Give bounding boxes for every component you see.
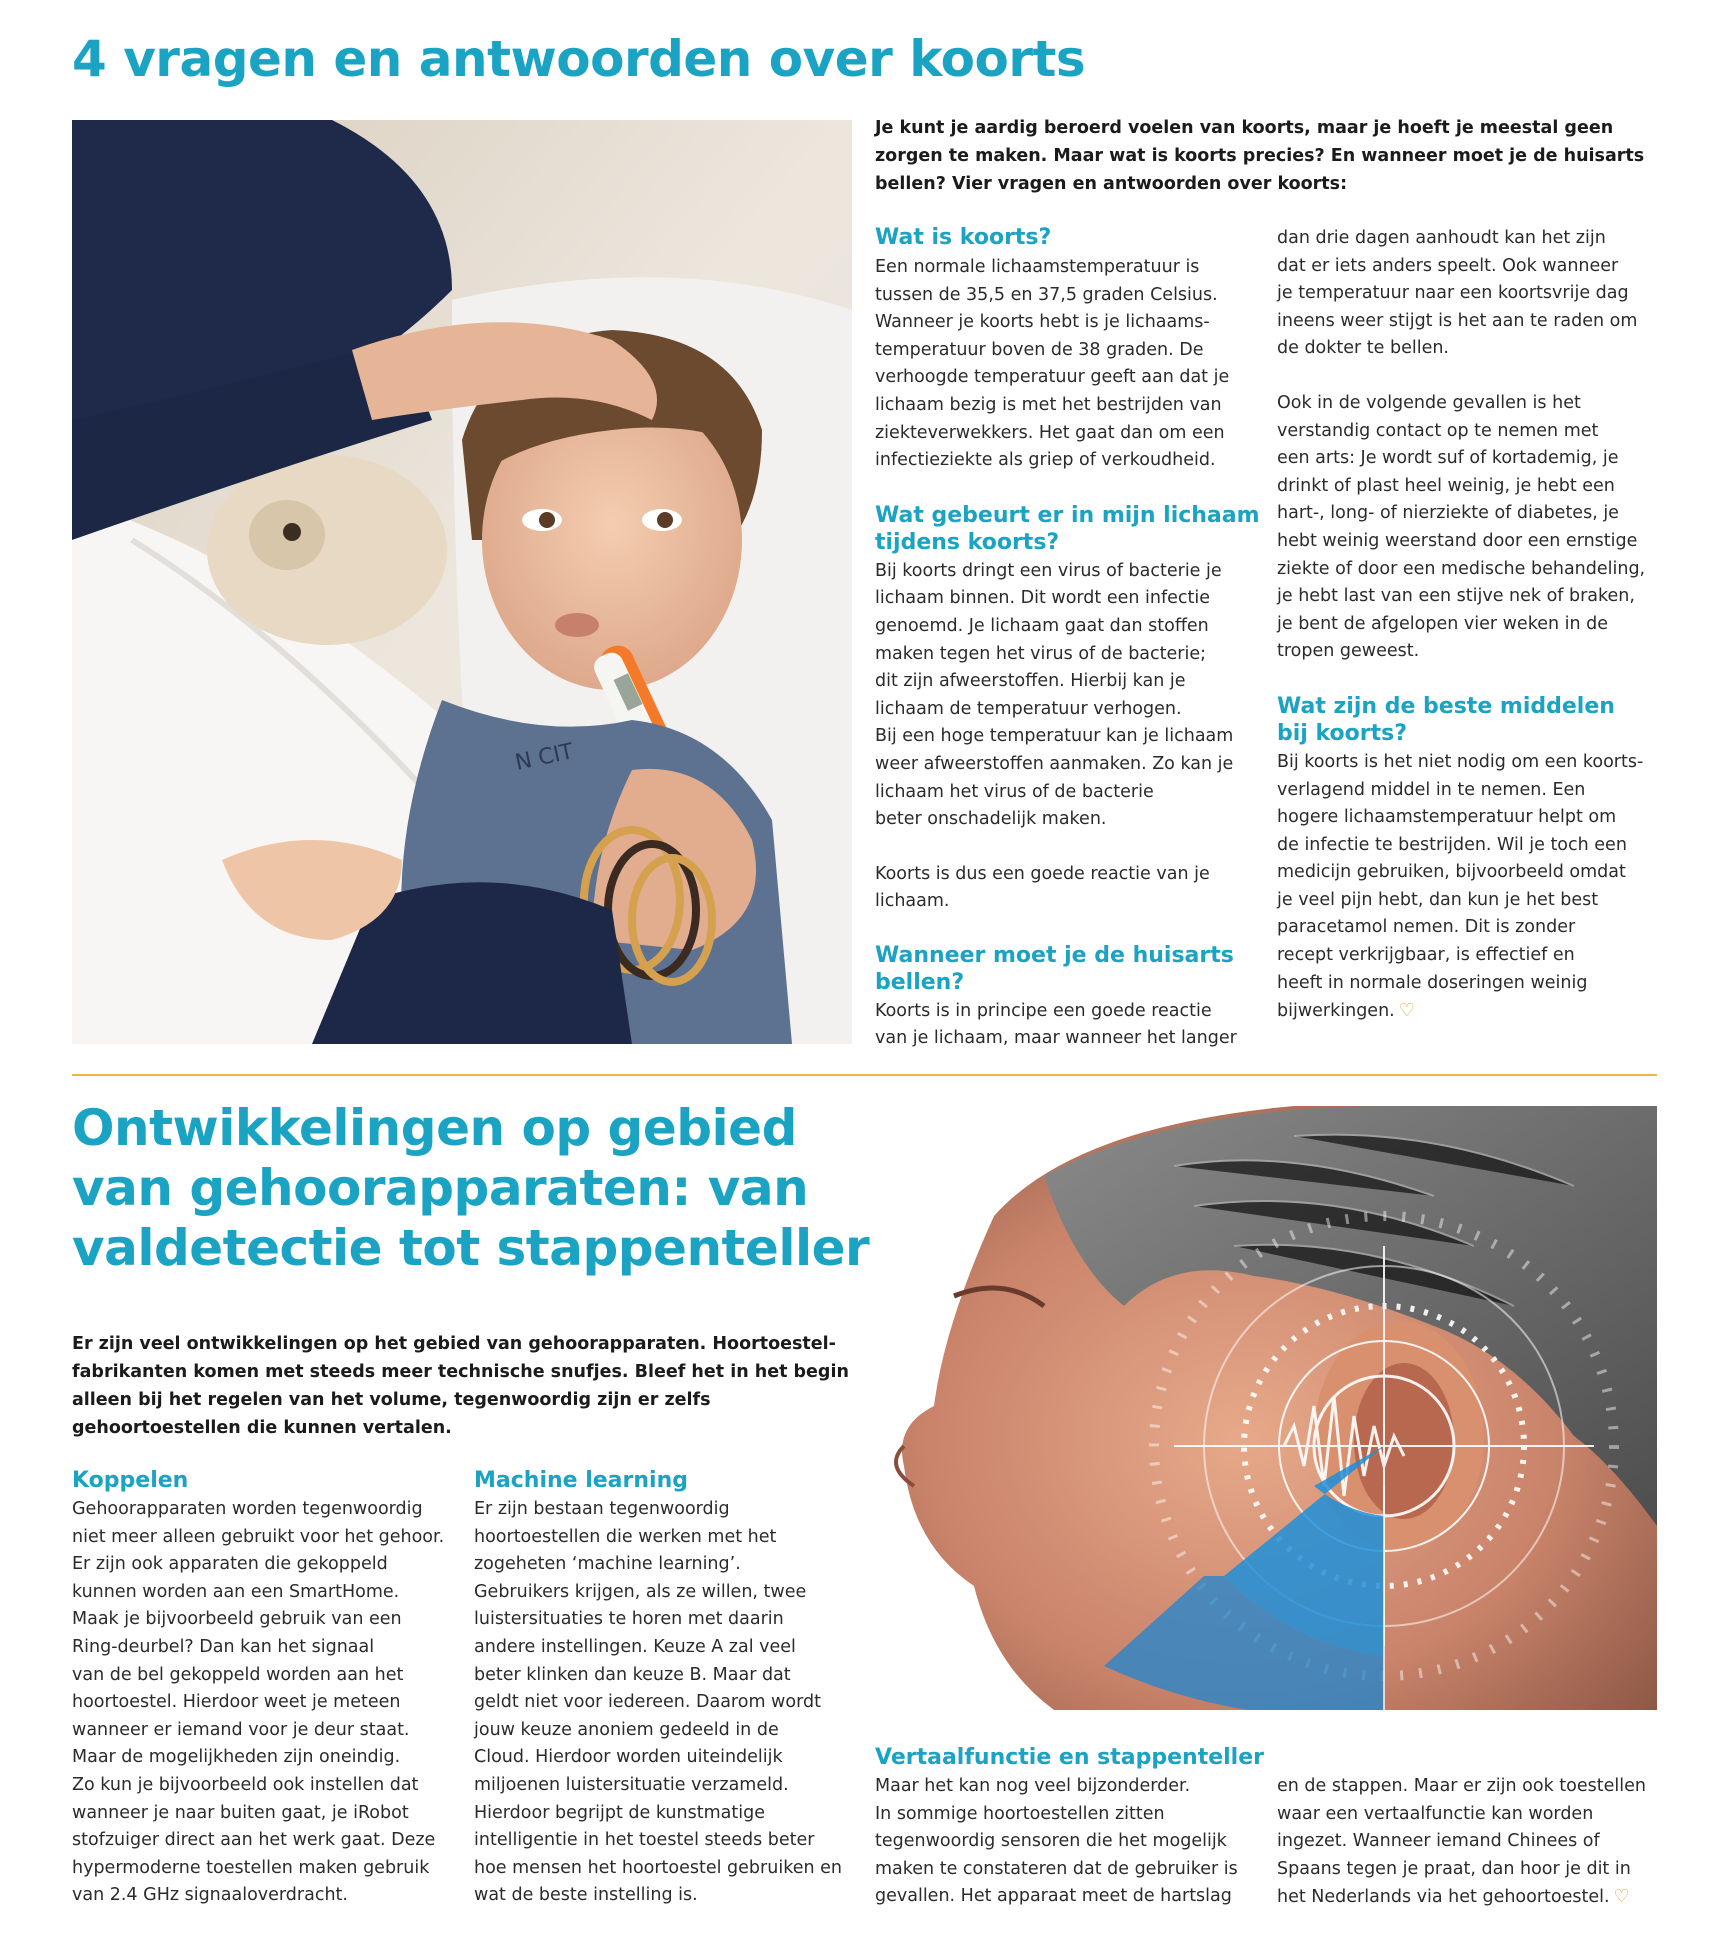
text-translation-part1: Maar het kan nog veel bijzonderder. In sommige hoortoestellen zitten tegenwoordig sensoren die het mogelijk maken te constateren dat de gebruiker is gevallen. Het apparaat meet de hartslag [875, 1776, 1238, 1907]
text-machine-learning: Er zijn bestaan tegenwoordig hoortoestellen die werken met het zogeheten ‘machine learning’. Gebruikers krijgen, als ze willen, twee luistersituaties te horen met daarin andere instellingen. Keuze A zal veel beter klinken dan keuze B. Maar dat geldt niet voor iedereen. Daarom wordt jouw keuze anoniem gedeeld in de Cloud. Hierdoor worden uiteindelijk miljoenen luistersituatie verzameld. Hierdoor begrijpt de kunstmatige intelligentie in het toestel steeds beter hoe mensen het hoortoestel gebruiken en wat de beste instelling is. [474, 1499, 842, 1906]
answer-what-happens-conclusion: Koorts is dus een goede reactie van je lichaam. [875, 863, 1210, 912]
article2-intro: Er zijn veel ontwikkelingen op het gebied van gehoorapparaten. Hoortoestel- fabrikanten komen met steeds meer technische snufjes. Bleef het in het begin alleen bij het regelen van het volume, tegenwoordig zijn er zelfs gehoortoestellen die kunnen vertalen. [72, 1334, 849, 1438]
question-what-is-fever: Wat is koorts? [875, 225, 1052, 250]
text-koppelen: Gehoorapparaten worden tegenwoordig niet meer alleen gebruikt voor het gehoor. Er zijn ook apparaten die gekoppeld kunnen worden aan een SmartHome. Maak je bijvoorbeeld gebruik van een Ring-deurbel? Dan kan het signaal van de bel gekoppeld worden aan het hoortoestel. Hierdoor weet je meteen wanneer er iemand voor je deur staat. Maar de mogelijkheden zijn oneindig. Zo kun je bijvoorbeeld ook instellen dat wanneer je naar buiten gaat, je iRobot stofzuiger direct aan het werk gaat. Deze hypermoderne toestellen maken gebruik van 2.4 GHz signaaloverdracht. [72, 1499, 445, 1906]
heart-icon: ♡ [1398, 1000, 1415, 1022]
answer-other-cases: Ook in de volgende gevallen is het verstandig contact op te nemen met een arts: Je wordt suf of kortademig, je drinkt of plast heel weinig, je hebt een hart-, long- of nierziekte of diabetes, je hebt weinig weerstand door een ernstige ziekte of door een medische behandeling, je hebt last van een stijve nek of braken, je bent de afgelopen vier weken in de tropen geweest. [1277, 392, 1646, 662]
section-divider [72, 1074, 1657, 1076]
article2-column-1 [72, 1467, 467, 1910]
hearing-man-photo [874, 1106, 1657, 1710]
answer-when-call-doctor-start: Koorts is in principe een goede reactie van je lichaam, maar wanneer het langer [875, 1000, 1237, 1049]
article1-column-2 [1277, 225, 1677, 1026]
answer-what-happens: Bij koorts dringt een virus of bacterie je lichaam binnen. Dit wordt een infectie genoemd. Je lichaam gaat dan stoffen maken tegen het virus of de bacterie; dit zijn afweerstoffen. Hierbij kan je lichaam de temperatuur verhogen. Bij een hoge temperatuur kan je lichaam weer afweerstoffen aanmaken. Zo kan je lichaam het virus of de bacterie beter onschadelijk maken. [875, 560, 1234, 830]
heading-koppelen: Koppelen [72, 1468, 189, 1493]
article1-column-1 [875, 224, 1270, 1053]
answer-when-call-doctor-continued: dan drie dagen aanhoudt kan het zijn dat er iets anders speelt. Ook wanneer je temperatuur naar een koortsvrije dag ineens weer stijgt is het aan te raden om de dokter te bellen. [1277, 228, 1638, 359]
article2-column-2 [474, 1467, 869, 1910]
question-what-happens: Wat gebeurt er in mijn lichaam tijdens koorts? [875, 502, 1260, 555]
question-best-remedies: Wat zijn de beste middelen bij koorts? [1277, 693, 1615, 746]
text-translation-part2: en de stappen. Maar er zijn ook toestellen waar een vertaalfunctie kan worden ingezet. Wanneer iemand Chinees of Spaans tegen je praat, dan hoor je dit in het Nederlands via het gehoortoestel. ♡ [1277, 1776, 1646, 1908]
question-when-call-doctor: Wanneer moet je de huisarts bellen? [875, 942, 1234, 995]
article2-column-4 [1277, 1773, 1677, 1912]
article1-title: 4 vragen en antwoorden over koorts [72, 30, 1086, 88]
answer-what-is-fever: Een normale lichaamstemperatuur is tussen de 35,5 en 37,5 graden Celsius. Wanneer je koorts hebt is je lichaams- temperatuur boven de 38 graden. De verhoogde temperatuur geeft aan dat je lichaam bezig is met het bestrijden van ziekteverwekkers. Het gaat dan om een infectieziekte als griep of verkoudheid. [875, 257, 1230, 471]
heart-icon: ♡ [1613, 1886, 1630, 1908]
fever-child-photo [72, 120, 852, 1044]
heading-translation-step-counter: Vertaalfunctie en stappenteller [875, 1745, 1264, 1770]
answer-best-remedies: Bij koorts is het niet nodig om een koorts- verlagend middel in te nemen. Een hogere lichaamstemperatuur helpt om de infectie te bestrijden. Wil je toch een medicijn gebruiken, bijvoorbeeld omdat je veel pijn hebt, dan kun je het best paracetamol nemen. Dit is zonder recept verkrijgbaar, is effectief en heeft in normale doseringen weinig bijwerkingen. ♡ [1277, 751, 1644, 1022]
heading-machine-learning: Machine learning [474, 1468, 688, 1493]
article1-intro: Je kunt je aardig beroerd voelen van koorts, maar je hoeft je meestal geen zorgen te maken. Maar wat is koorts precies? En wanneer moet je de huisarts bellen? Vier vragen en antwoorden over koorts: [875, 118, 1645, 194]
svg-text:N CIT: N CIT [513, 739, 576, 776]
article2-title: Ontwikkelingen op gebied van gehoorapparaten: van valdetectie tot stappenteller [72, 1099, 870, 1277]
article2-column-3 [875, 1744, 1275, 1911]
